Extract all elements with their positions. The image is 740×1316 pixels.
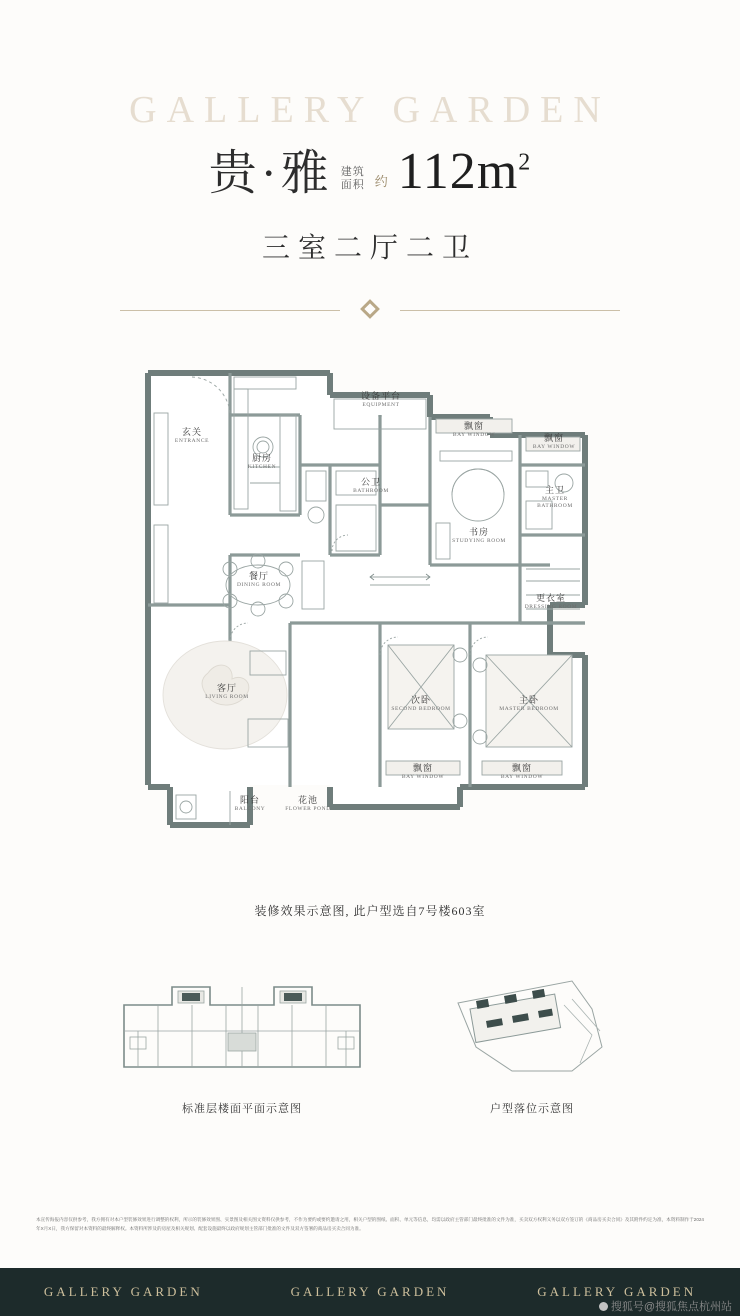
layout-subtitle: 三室二厅二卫 <box>261 233 478 264</box>
room-label-cn: 厨房 <box>251 453 272 463</box>
room-label-entrance <box>164 427 220 445</box>
watermark-avatar-icon <box>599 1302 608 1311</box>
room-label-en: BALCONY <box>234 806 266 813</box>
room-label-en: MASTER BEDROOM <box>499 706 559 713</box>
room-label-en: BATHROOM <box>353 488 389 495</box>
area-number: 112 <box>397 143 477 200</box>
ornamental-divider <box>120 300 620 320</box>
room-label-cn: 更衣室 <box>535 593 566 603</box>
watermark-text: 搜狐号@搜狐焦点杭州站 <box>610 1301 732 1313</box>
room-label-bay-window-master <box>482 763 562 781</box>
divider-line-left <box>120 310 340 311</box>
room-label-second-bedroom <box>388 695 454 713</box>
room-label-cn: 飘窗 <box>543 433 564 443</box>
area-label <box>341 166 365 192</box>
room-label-en: MASTER BATHROOM <box>537 496 573 509</box>
room-label-living <box>198 683 256 701</box>
room-label-en: EQUIPMENT <box>362 402 400 409</box>
brand-wordmark: GALLERY GARDEN <box>129 89 611 131</box>
room-label-cn: 餐厅 <box>248 571 269 581</box>
room-label-en: BAY WINDOW <box>452 432 496 439</box>
footer-brand-3: GALLERY GARDEN <box>493 1284 740 1300</box>
diamond-icon <box>360 299 380 319</box>
room-label-bay-window-masterbath <box>524 433 584 451</box>
room-label-master-bathroom <box>526 485 584 509</box>
area-value <box>397 143 532 200</box>
room-label-en: BAY WINDOW <box>532 444 576 451</box>
room-label-en: LIVING ROOM <box>205 694 249 701</box>
footer-brand-2: GALLERY GARDEN <box>247 1284 494 1300</box>
room-label-equipment <box>344 391 418 409</box>
room-label-en: SECOND BEDROOM <box>391 706 451 713</box>
area-approx: 约 <box>374 174 388 189</box>
area-label-line2: 面积 <box>340 179 365 191</box>
room-label-cn: 花池 <box>297 795 318 805</box>
room-label-dining <box>230 571 288 589</box>
room-label-en: STUDYING ROOM <box>452 538 506 545</box>
room-label-en: KITCHEN <box>247 464 277 471</box>
disclaimer-text: 本宣传海报内容仅供参考，我方拥有对本户型装修效果进行调整的权利，所示的装修效果图、实景图及相关图文资料仅供参考，不作为要约或要约邀请之用，相关户型的图纸、面积、单元等信息，均需以政府主管部门最终批准的文件为准，买卖双方权利义务以双方签订的《商品房买卖合同》及其附件约定为准，本资料制作于2024年X月X日，我方保留对本资料的最终解释权。本资料所涉及的房屋及相关规划、配套设施最终以政府规划主管部门批准的文件及双方签署的商品房买卖合同为准。 <box>36 1217 704 1231</box>
room-label-bathroom <box>342 477 400 495</box>
room-label-cn: 飘窗 <box>511 763 532 773</box>
unit-name: 贵·雅 <box>208 147 333 200</box>
room-label-cn: 次卧 <box>410 695 431 705</box>
room-label-study <box>444 527 514 545</box>
room-label-en: DINING ROOM <box>236 582 282 589</box>
room-label-cn: 公卫 <box>360 477 381 487</box>
room-label-cn: 客厅 <box>216 683 237 693</box>
divider-line-right <box>400 310 620 311</box>
site-position-svg <box>452 975 612 1080</box>
room-label-cn: 主卧 <box>518 695 539 705</box>
room-label-cn: 主卫 <box>544 485 565 495</box>
site-position-diagram <box>452 975 612 1080</box>
typical-floor-caption: 标准层楼面平面示意图 <box>182 1103 302 1115</box>
room-label-cn: 设备平台 <box>360 391 401 401</box>
room-label-cn: 阳台 <box>239 795 260 805</box>
room-label-bay-window-study <box>436 421 512 439</box>
unit-title-row <box>0 143 740 200</box>
watermark <box>599 1298 732 1314</box>
footer-brand-1: GALLERY GARDEN <box>43 1284 203 1299</box>
site-position-caption: 户型落位示意图 <box>490 1103 574 1115</box>
room-label-cn: 飘窗 <box>412 763 433 773</box>
room-label-en: DRESSING ROOM <box>524 604 578 611</box>
room-label-en: BAY WINDOW <box>500 774 544 781</box>
room-label-cn: 书房 <box>468 527 489 537</box>
typical-floor-svg <box>118 975 366 1080</box>
room-label-cn: 飘窗 <box>463 421 484 431</box>
room-label-en: ENTRANCE <box>174 438 210 445</box>
floorplan <box>130 355 610 885</box>
room-label-flower-pond <box>278 795 338 813</box>
area-unit-sup: 2 <box>518 149 532 176</box>
area-label-line1: 建筑 <box>340 166 365 178</box>
room-label-cn: 玄关 <box>181 427 202 437</box>
room-label-en: BAY WINDOW <box>401 774 445 781</box>
room-label-dressing <box>518 593 584 611</box>
room-label-bay-window-second <box>386 763 460 781</box>
area-unit: m <box>476 143 519 200</box>
typical-floor-diagram <box>118 975 366 1080</box>
room-label-kitchen <box>234 453 290 471</box>
room-label-master-bedroom <box>492 695 566 713</box>
floorplan-caption: 装修效果示意图, 此户型选自7号楼603室 <box>254 904 486 918</box>
room-label-en: FLOWER POND <box>285 806 331 813</box>
room-label-balcony <box>222 795 278 813</box>
